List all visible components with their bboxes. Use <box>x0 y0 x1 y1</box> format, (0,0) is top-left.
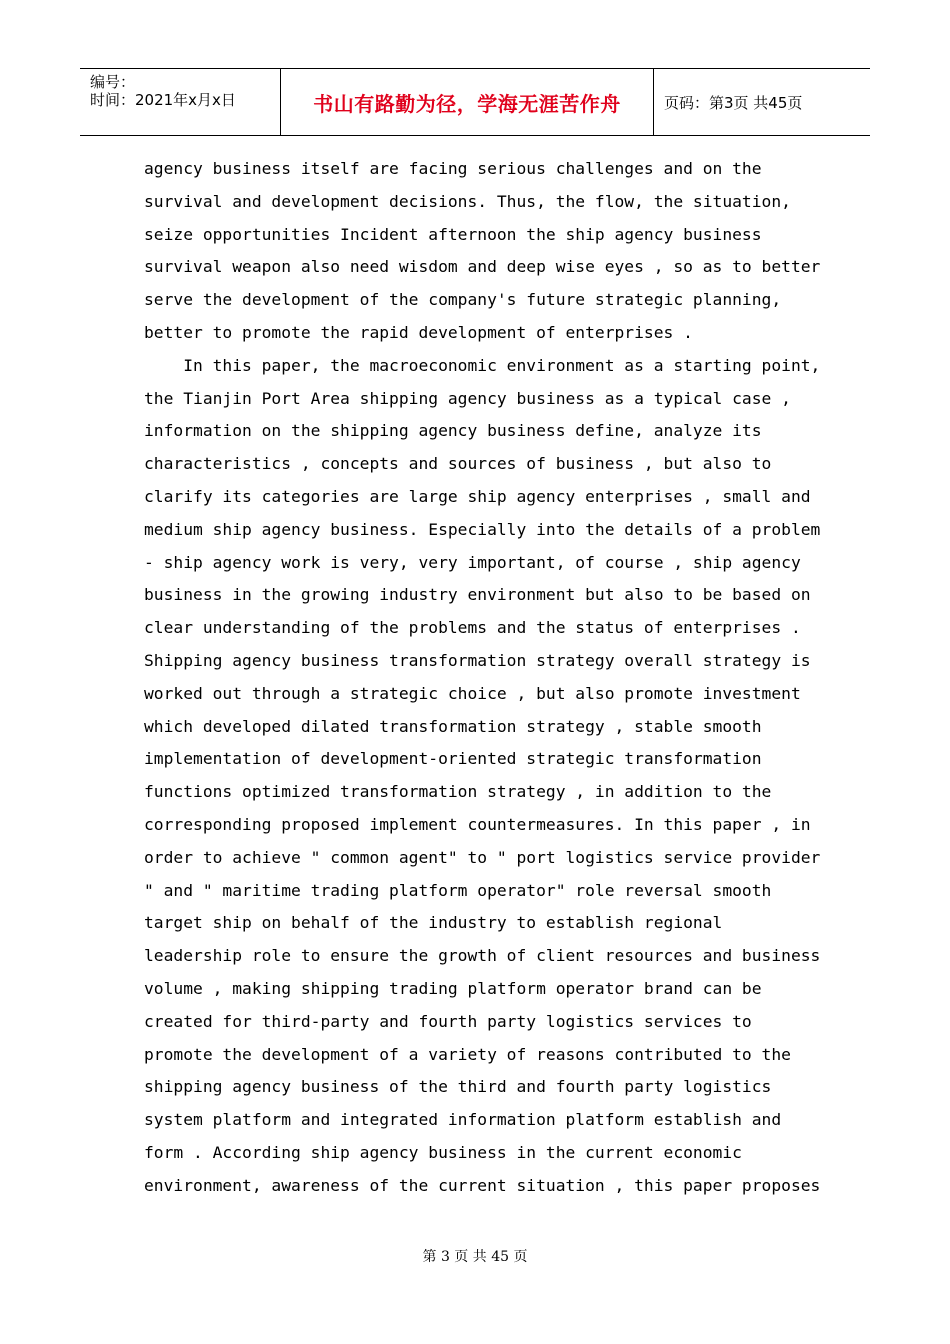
text-line: clarify its categories are large ship agency enterprises , small and <box>144 486 811 506</box>
text-line: which developed dilated transformation strategy , stable smooth <box>144 716 762 736</box>
text-line: business in the growing industry environment but also to be based on <box>144 585 811 605</box>
header-info-cell <box>80 69 281 135</box>
motto-text: 书山有路勤为径，学海无涯苦作舟 <box>313 91 621 116</box>
text-line: Shipping agency business transformation strategy overall strategy is <box>144 650 811 670</box>
text-line: implementation of development-oriented strategic transformation <box>144 749 762 769</box>
text-line: characteristics , concepts and sources of business , but also to <box>144 454 772 474</box>
text-line: system platform and integrated information platform establish and <box>144 1110 782 1130</box>
text-line: seize opportunities Incident afternoon the ship agency business <box>144 224 762 244</box>
text-line: survival and development decisions. Thus, the flow, the situation, <box>144 191 791 211</box>
text-line: the Tianjin Port Area shipping agency business as a typical case , <box>144 388 791 408</box>
text-line: volume , making shipping trading platform operator brand can be <box>144 978 762 998</box>
text-line: target ship on behalf of the industry to establish regional <box>144 913 723 933</box>
body-text <box>144 153 821 1203</box>
text-line: created for third-party and fourth party logistics services to <box>144 1011 752 1031</box>
text-line: medium ship agency business. Especially into the details of a problem <box>144 519 821 539</box>
page-code: 页码：第3页 共45页 <box>664 93 803 112</box>
date-label: 时间：2021年x月x日 <box>90 91 236 109</box>
text-line: serve the development of the company's future strategic planning, <box>144 290 782 310</box>
text-line: - ship agency work is very, very important, of course , ship agency <box>144 552 801 572</box>
header-motto-cell <box>281 69 654 135</box>
document-header <box>80 68 870 136</box>
page-footer: 第 3 页 共 45 页 <box>422 1249 528 1265</box>
text-line: agency business itself are facing serious challenges and on the <box>144 159 762 178</box>
number-label: 编号： <box>90 73 136 91</box>
text-line: information on the shipping agency business define, analyze its <box>144 421 762 441</box>
text-line: In this paper, the macroeconomic environment as a starting point, <box>144 355 821 375</box>
text-line: survival weapon also need wisdom and deep wise eyes , so as to better <box>144 257 821 277</box>
text-line: better to promote the rapid development of enterprises . <box>144 322 693 342</box>
text-line: worked out through a strategic choice , but also promote investment <box>144 683 801 703</box>
text-line: corresponding proposed implement countermeasures. In this paper , in <box>144 814 811 834</box>
text-line: shipping agency business of the third and fourth party logistics <box>144 1077 772 1097</box>
text-line: functions optimized transformation strategy , in addition to the <box>144 782 772 802</box>
text-line: clear understanding of the problems and the status of enterprises . <box>144 618 801 638</box>
text-line: order to achieve " common agent" to " port logistics service provider <box>144 847 821 867</box>
text-line: promote the development of a variety of reasons contributed to the <box>144 1044 791 1064</box>
text-line: environment, awareness of the current situation , this paper proposes <box>144 1175 821 1195</box>
text-line: leadership role to ensure the growth of client resources and business <box>144 946 821 966</box>
text-line: " and " maritime trading platform operator" role reversal smooth <box>144 880 772 900</box>
text-line: form . According ship agency business in the current economic <box>144 1142 742 1162</box>
header-page-cell <box>654 69 870 135</box>
